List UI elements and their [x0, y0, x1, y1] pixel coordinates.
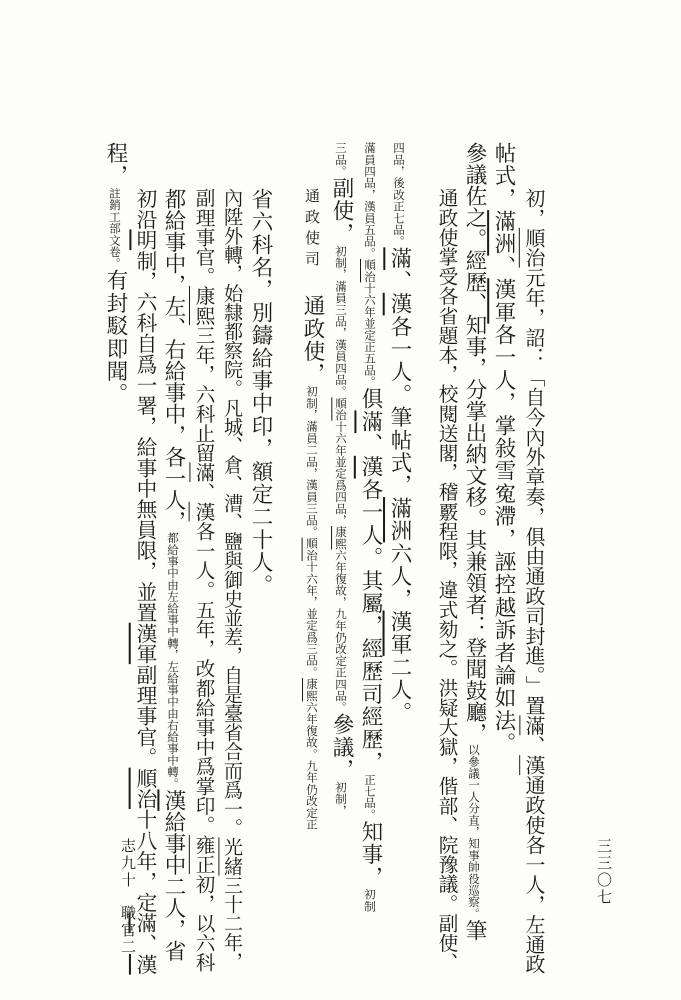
annotation-note: 順治	[334, 397, 348, 421]
annotation-note: 滿員四品，漢員五品。	[363, 142, 377, 259]
text-segment: 參議，	[329, 713, 354, 782]
text-column	[134, 188, 155, 975]
text-segment: 俱	[358, 387, 383, 411]
annotation-note: 註銷工部文卷。	[108, 187, 122, 270]
text-segment: 帖式，	[491, 142, 516, 211]
text-segment: 滿	[387, 247, 412, 271]
annotation-note: 初制，滿員三品，漢員四品。	[334, 245, 348, 398]
text-segment: 初，以六科	[192, 874, 215, 973]
text-segment: 內陞外轉，始隸都察院。凡城、倉、漕、鹽與御史並差，自是臺省合而爲一。	[221, 188, 244, 838]
running-head-volume: 志九十	[119, 838, 137, 889]
text-segment: 雍正	[192, 834, 215, 875]
text-column	[302, 188, 324, 830]
text-segment: 、	[387, 270, 412, 293]
text-column	[523, 188, 543, 974]
text-segment: 、	[192, 482, 215, 502]
text-segment: 漢	[358, 455, 383, 479]
text-segment: 三年，六科止留	[192, 325, 215, 463]
text-segment: 順治	[522, 227, 545, 268]
annotation-note: 初制，	[334, 781, 348, 817]
text-segment: 各一人。筆帖式，	[387, 315, 412, 498]
text-segment: 程，	[103, 142, 128, 188]
text-column	[436, 188, 456, 972]
annotation-note: 十六年並定正五品。	[363, 282, 377, 388]
annotation-note: 十六年並定爲四品，	[334, 420, 348, 527]
text-segment: 十八年，定	[133, 809, 157, 913]
text-column	[493, 142, 515, 755]
section-heading: 通政使司	[303, 188, 321, 272]
text-column	[250, 188, 272, 597]
annotation-note: 康熙	[305, 678, 319, 702]
text-segment: 制，六科自爲一署，給事中無員限，並置	[133, 250, 157, 623]
text-segment: 各一人。五年，改都給事中爲掌印。	[192, 521, 215, 835]
annotation-note: 六年復故，九年仍改定正四品。	[334, 549, 348, 714]
annotation-note: 以參議一人分直，知事帥役巡察。	[467, 744, 481, 920]
text-segment: 漢軍	[387, 610, 412, 656]
annotation-note: 康熙	[334, 526, 348, 550]
text-column	[163, 188, 185, 961]
annotation-note: 九年仍改定正	[305, 759, 319, 831]
text-segment: 漢	[387, 292, 412, 316]
text-segment: 六人，	[387, 542, 412, 611]
text-segment: 三十二年，	[221, 875, 244, 972]
text-segment: 都給事中，左、右給事中，各一人，	[161, 188, 186, 532]
text-column	[464, 142, 486, 941]
text-segment: 漢	[192, 501, 215, 522]
text-segment: 筆	[462, 919, 487, 941]
annotation-note: 四品，後改正七品。	[392, 142, 406, 248]
text-segment: 、	[491, 255, 516, 279]
text-column	[389, 142, 411, 724]
annotation-note: 都給事中由左給事中轉，左給事中由右給事中轉。	[166, 532, 180, 790]
text-segment: 、	[133, 933, 157, 954]
text-segment: 初，	[522, 188, 545, 228]
text-segment: 副使，	[329, 177, 354, 246]
text-segment: 康熙	[192, 286, 215, 326]
text-segment: 通政使掌受各省題本，校閱送閣，稽覈程限，違式劾之。洪疑大獄，偕部、院豫議。副使、	[435, 188, 458, 972]
text-segment: 滿洲	[387, 497, 412, 543]
annotation-note: 三品。	[334, 142, 348, 178]
text-segment: 滿	[358, 410, 383, 434]
text-segment: 漢	[522, 755, 545, 776]
text-column	[331, 142, 353, 816]
annotation-note: 正七品。	[363, 773, 377, 821]
text-segment: 各一人，掌敍雪寃滯，誣控越訴者論如法。	[491, 323, 516, 755]
text-segment: 滿	[522, 715, 545, 736]
annotation-note: 順治	[305, 537, 319, 562]
text-segment: 漢軍	[133, 622, 157, 665]
text-segment: 通政使，	[300, 272, 325, 386]
text-segment: 元年，詔：「自今內外章奏，俱由通政司封進。」置	[522, 267, 545, 716]
text-column	[223, 188, 242, 971]
text-segment: 各一人。其屬，經歷司經歷，	[358, 478, 383, 774]
text-segment: 有封駁即聞。	[103, 269, 128, 406]
text-segment: 漢	[161, 789, 186, 811]
text-segment: 滿洲	[491, 210, 516, 256]
text-segment: 、	[522, 735, 545, 756]
text-segment: 漢	[133, 953, 157, 975]
text-segment: 明	[133, 229, 157, 251]
text-segment: 、	[358, 433, 383, 456]
text-segment: 副理事官。	[133, 664, 157, 768]
text-segment: 參議佐之。經歷、知事，分掌出納文移。其兼領者：登聞鼓廳，	[462, 142, 487, 744]
annotation-note: 初制	[363, 888, 377, 912]
text-segment: 滿	[133, 912, 157, 934]
text-column	[360, 142, 382, 912]
annotation-note: 初制，滿員二品，漢員三品。	[305, 385, 319, 538]
text-segment: 知事，	[358, 820, 383, 889]
running-head-section: 職官二	[119, 905, 137, 956]
text-segment: 滿	[192, 462, 215, 483]
text-segment: 初沿	[133, 188, 157, 230]
text-segment: 副理事官。	[192, 188, 215, 286]
annotation-note: 六年復故。	[305, 701, 319, 760]
text-segment: 順治	[133, 767, 157, 810]
text-segment: 二人。	[387, 655, 412, 725]
text-column	[105, 142, 127, 406]
page-number: 三三〇七	[595, 838, 613, 906]
text-segment: 省六科名，別鑄給事中印，額定二十人。	[248, 188, 273, 597]
text-segment: 漢軍	[491, 278, 516, 324]
text-segment: 通政使各一人，左通政	[522, 775, 545, 975]
text-segment: 光緒	[221, 837, 244, 876]
text-segment: 給事中二人，省	[161, 810, 186, 962]
text-column	[193, 188, 213, 972]
annotation-note: 十六年，並定爲三品。	[305, 561, 319, 679]
annotation-note: 順治	[363, 259, 377, 283]
